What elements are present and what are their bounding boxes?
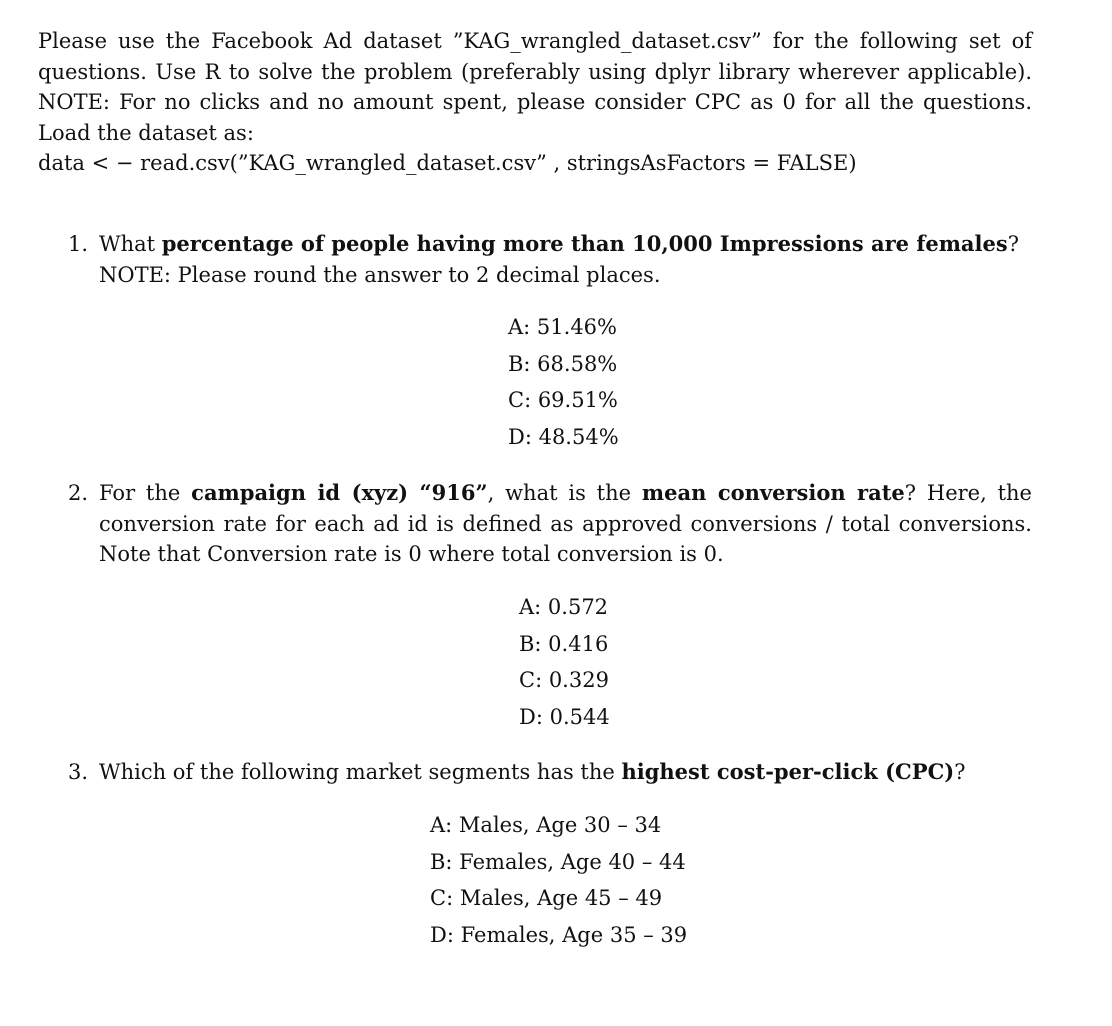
intro-line: NOTE: For no clicks and no amount spent, please consider CPC as 0 for all the questions.	[38, 90, 1032, 114]
answer-option: C: Males, Age 45 – 49	[430, 886, 663, 911]
question-2	[68, 478, 1032, 570]
answer-option: B: Females, Age 40 – 44	[430, 849, 686, 874]
answer-option: A: Males, Age 30 – 34	[430, 813, 662, 837]
intro-code-line: data < − read.csv(”KAG_wrangled_dataset.csv” , stringsAsFactors = FALSE)	[38, 151, 857, 175]
question-2-options	[519, 589, 610, 735]
answer-option: A: 0.572	[519, 595, 609, 619]
answer-option: D: 48.54%	[508, 424, 619, 449]
question-number: 1.	[68, 232, 89, 256]
answer-option: A: 51.46%	[508, 315, 617, 339]
answer-option: B: 0.416	[519, 631, 609, 656]
intro-line: Load the dataset as:	[38, 120, 254, 145]
question-text: For the campaign id (xyz) “916”, what is the mean conversion rate? Here, the	[99, 480, 1032, 505]
intro-paragraph	[38, 26, 1032, 179]
question-number: 2.	[68, 481, 89, 505]
question-number: 3.	[68, 760, 89, 784]
question-text: Note that Conversion rate is 0 where total conversion is 0.	[99, 542, 724, 566]
question-1-options	[508, 309, 619, 455]
question-text: conversion rate for each ad id is defined as approved conversions / total conversions.	[99, 511, 1032, 536]
question-3-options	[430, 807, 687, 953]
answer-option: C: 0.329	[519, 668, 609, 693]
question-text: Which of the following market segments has the highest cost-per-click (CPC)?	[99, 759, 966, 784]
answer-option: C: 69.51%	[508, 388, 618, 413]
answer-option: D: 0.544	[519, 704, 610, 729]
question-text: What percentage of people having more than 10,000 Impressions are females?	[99, 231, 1019, 256]
question-3	[68, 757, 1032, 788]
intro-line: questions. Use R to solve the problem (preferably using dplyr library wherever applicable).	[38, 59, 1032, 84]
question-note: NOTE: Please round the answer to 2 decimal places.	[99, 262, 661, 287]
question-1	[68, 229, 1032, 290]
intro-line: Please use the Facebook Ad dataset ”KAG_wrangled_dataset.csv” for the following set of	[38, 29, 1032, 53]
answer-option: B: 68.58%	[508, 351, 618, 376]
answer-option: D: Females, Age 35 – 39	[430, 922, 688, 947]
